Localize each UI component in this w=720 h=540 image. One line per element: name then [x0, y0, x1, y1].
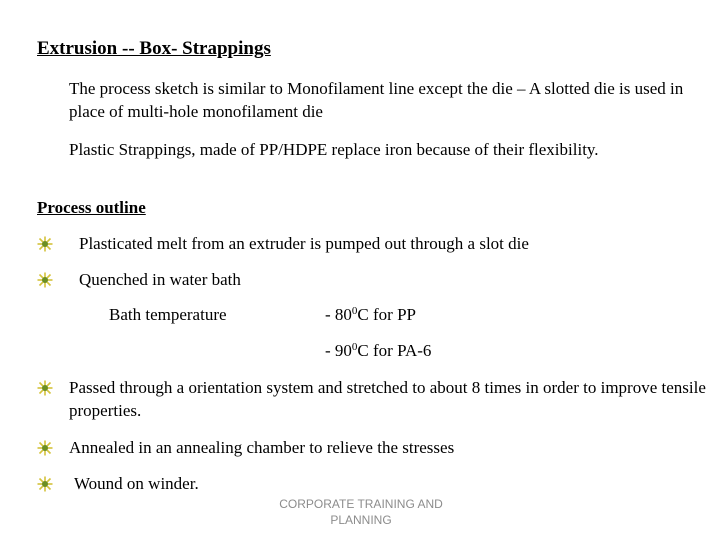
- footer-text: CORPORATE TRAINING AND PLANNING: [279, 497, 443, 527]
- bullet-text: Plasticated melt from an extruder is pumped out through a slot die: [79, 234, 529, 253]
- intro-paragraph-2: Plastic Strappings, made of PP/HDPE replace iron because of their flexibility.: [69, 140, 599, 159]
- bath-temp-pa: - $90^0C$ for PA-6: [325, 341, 432, 360]
- bath-temperature-label: Bath temperature: [109, 305, 227, 324]
- bath-temp-pp: - $80^0C$ for PP: [325, 305, 416, 324]
- bullet-text: Quenched in water bath: [79, 270, 241, 289]
- bullet-text: Wound on winder.: [74, 474, 199, 493]
- slide-title: Extrusion -- Box- Strappings: [37, 38, 271, 59]
- bullet-text: Annealed in an annealing chamber to relieve the stresses: [69, 438, 455, 457]
- intro-paragraph-1: The process sketch is similar to Monofilament line except the die – A slotted die is used in place of multi-hole monofilament die: [69, 79, 684, 121]
- starburst-icon: [37, 236, 53, 252]
- starburst-icon: [37, 272, 53, 288]
- bullet-text: Passed through a orientation system and stretched to about 8 times in order to improve tensile properties.: [69, 378, 706, 420]
- starburst-icon: [37, 476, 53, 492]
- starburst-icon: [37, 440, 53, 456]
- process-outline-heading: Process outline: [37, 198, 146, 217]
- starburst-icon: [37, 380, 53, 396]
